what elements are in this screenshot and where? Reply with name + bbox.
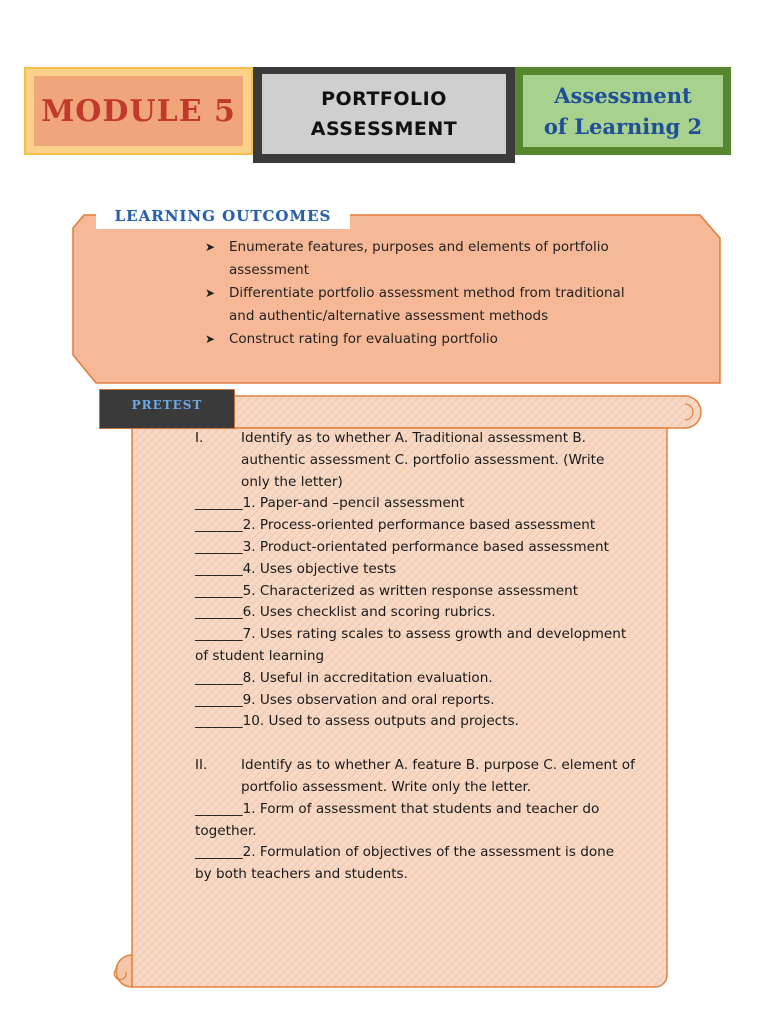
outcome-text: Construct rating for evaluating portfolio: [229, 331, 498, 347]
part-one-instruction: [195, 428, 635, 493]
module-title-line-2: ASSESSMENT: [310, 118, 458, 140]
arrow-bullet-icon: ➤: [205, 240, 216, 254]
pretest-label: PRETEST: [131, 398, 203, 412]
part-two-instruction: [195, 755, 635, 799]
list-item: _______1. Paper-and –pencil assessment: [195, 495, 465, 512]
list-item: _______2. Formulation of objectives of the assessment is done by both teachers and students.: [195, 844, 615, 883]
pretest-tab: [99, 389, 235, 429]
list-item: _______9. Uses observation and oral reports.: [195, 691, 495, 708]
subject-line-2: of Learning 2: [543, 114, 703, 139]
pretest-content: [195, 428, 635, 886]
module-title-line-1: PORTFOLIO: [321, 88, 447, 110]
list-item: _______1. Form of assessment that students and teacher do together.: [195, 800, 600, 839]
learning-outcomes-heading: LEARNING OUTCOMES: [114, 207, 332, 225]
part-two-text: Identify as to whether A. feature B. purpose C. element of portfolio assessment. Write only the letter.: [241, 757, 635, 795]
part-two-number: II.: [195, 757, 208, 774]
part-one-number: I.: [195, 430, 204, 446]
section-gap: [195, 733, 635, 755]
outcome-text: Differentiate portfolio assessment method from traditional and authentic/alternative assessment methods: [229, 285, 625, 324]
list-item: _______3. Product-orientated performance based assessment: [195, 538, 609, 555]
list-item: _______7. Uses rating scales to assess growth and development of student learning: [195, 626, 627, 664]
arrow-bullet-icon: ➤: [205, 286, 216, 300]
list-item: _______10. Used to assess outputs and projects.: [195, 713, 519, 730]
part-one-text: Identify as to whether A. Traditional assessment B. authentic assessment C. portfolio assessment. (Write only the letter): [241, 430, 605, 490]
arrow-bullet-icon: ➤: [205, 332, 216, 346]
outcome-text: Enumerate features, purposes and elements of portfolio assessment: [229, 239, 609, 278]
module-number: MODULE 5: [41, 93, 236, 129]
list-item: _______5. Characterized as written response assessment: [195, 582, 579, 599]
list-item: _______6. Uses checklist and scoring rubrics.: [195, 604, 496, 621]
list-item: _______8. Useful in accreditation evaluation.: [195, 669, 493, 686]
list-item: _______4. Uses objective tests: [195, 560, 397, 577]
subject-line-1: Assessment: [554, 83, 692, 108]
list-item: _______2. Process-oriented performance based assessment: [195, 517, 596, 534]
